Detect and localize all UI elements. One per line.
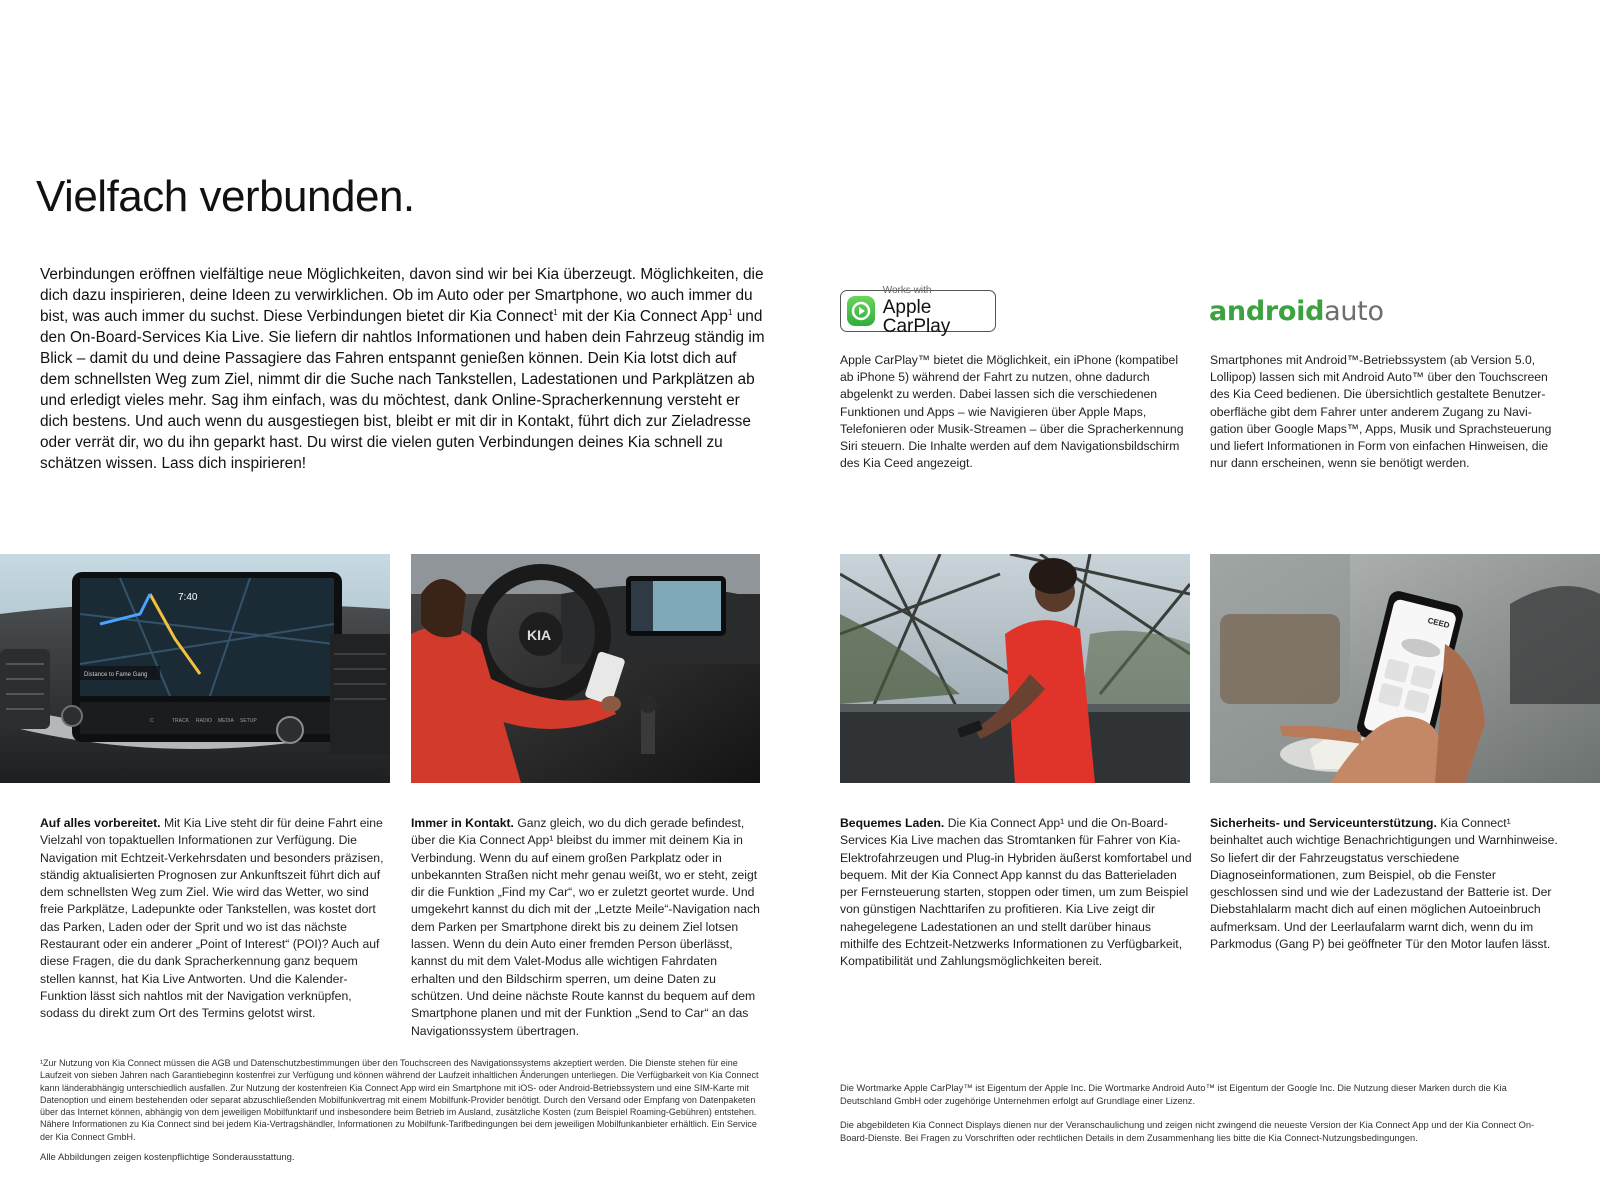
screen-button-2: TRACK (172, 718, 189, 724)
kia-connect-footnote: ¹Zur Nutzung von Kia Connect müssen die AGB und Datenschutzbestimmungen über den Touchscreen des Navigationssystems akzeptiert werden. Die Dienste stehen für eine Laufzeit von sieben Jahren nach Garantiebeginn kostenfrei zur Verfügung und können während der Laufzeit inhaltlichen Änderungen unterliegen. Die Verfügbarkeit von Kia Connect kann länderabhängig unterschiedlich ausfallen. Zur Nutzung der kostenfreien Kia Connect App wird ein Smartphone mit iOS- oder Android-Betriebssystem und eine SIM-Karte mit Datenoption und einem bestehenden oder separat abzuschließenden Mobilfunkvertrag mit einem Mobilfunk-Provider benötigt. Durch den Versand oder Empfang von Datenpaketen über das Internet können, abhängig von dem jeweiligen Mobilfunktarif und insbesondere beim Betrieb im Ausland, zusätzliche Kosten (zum Beispiel Roaming-Gebühren) entstehen. Nähere Informationen zu Kia Connect sind bei jedem Kia-Vertragshändler, Informationen zu Mobilfunk-Tarifbedingungen bei dem jeweiligen Mobilfunkanbieter erhältlich. Ein Service der Kia Connect GmbH. (40, 1058, 759, 1142)
legal-displays: Die abgebildeten Kia Connect Displays dienen nur der Veranschaulichung und zeigen nicht zwingend die neueste Version der Kia Connect App und der Kia Connect On-Board-Dienste. Bei Fragen zu Vorschriften oder rechtlichen Details in dem Zusammenhang lies bitte die Kia Connect-Nutzungsbedingungen. (840, 1120, 1535, 1143)
carplay-works-with: Works with (882, 285, 932, 296)
screen-button-5: SETUP (240, 718, 257, 724)
feature-text-4: Kia Connect¹ beinhaltet auch wichtige Benachrichtigungen und Warnhinweise. So liefert dir der Fahrzeugstatus verschiedene Diagnoseinformationen, zum Beispiel, ob die Fenster geschlossen sind und wie der Ladezustand der Batterie ist. Der Diebstahlalarm macht dich auf einen möglichen Autoeinbruch aufmerksam. Und der Leerlaufalarm warnt dich, wenn du im Parkmodus (Gang P) bei geöffneter Tür den Motor laufen lässt. (1210, 816, 1558, 952)
feature-heading-2: Immer in Kontakt. (411, 816, 514, 830)
legal-notes (840, 1082, 1560, 1144)
feature-heading-1: Auf alles vorbereitet. (40, 816, 161, 830)
carplay-icon (847, 296, 875, 326)
android-auto-logo (1209, 296, 1384, 327)
android-logo-part1: android (1209, 296, 1325, 327)
feature-heading-3: Bequemes Laden. (840, 816, 945, 830)
feature-caption-4 (1210, 815, 1562, 953)
feature-caption-1 (40, 815, 392, 1023)
photo-driver-with-smartphone (411, 554, 760, 783)
carplay-description: Apple CarPlay™ bietet die Möglichkeit, ein iPhone (kompatibel ab iPhone 5) während der Fahrt zu nutzen, ohne dadurch abgelenkt zu werden. Dabei lassen sich die verschiedenen Funktionen und Apps – wie Navigieren über Apple Maps, Telefonieren oder Musik-Streamen – über die Spracherkennung Siri steuern. Die Inhalte werden auf dem Navigationsbildschirm des Kia Ceed angezeigt. (840, 353, 1184, 471)
feature-text-3: Die Kia Connect App¹ und die On-Board-Services Kia Live machen das Stromtanken für Fahrer von Kia-Elektrofahrzeugen und Plug-in Hybriden äußerst komfortabel und bequem. Mit der Kia Connect App kannst du das Batterieladen per Fernsteuerung starten, stoppen oder timen, um zum Beispiel von günstigen Nachttarifen zu profitieren. Kia Live zeigt dir nahegelegene Ladestationen an und stellt darüber hinaus mithilfe des Echtzeit-Netzwerks Informationen zu Verfügbarkeit, Kompatibilität und Zahlungsmöglichkeiten bereit. (840, 816, 1192, 969)
legal-trademark: Die Wortmarke Apple CarPlay™ ist Eigentum der Apple Inc. Die Wortmarke Android Auto™ ist Eigentum der Google Inc. Die Nutzung dieser Marken durch die Kia Deutschland GmbH oder zugehörige Unternehmen erfolgt auf Grundlage einer Lizenz. (840, 1083, 1507, 1106)
intro-text-2: mit der Kia Connect App (557, 308, 728, 325)
screen-clock: 7:40 (178, 592, 198, 603)
screen-destination: Distance to Fame Gang (84, 672, 148, 678)
images-note: Alle Abbildungen zeigen kostenpflichtige Sonderausstattung. (40, 1152, 295, 1163)
photo-kia-connect-app (1210, 554, 1600, 783)
carplay-name: Apple CarPlay (882, 297, 951, 337)
photo-woman-with-smartphone (840, 554, 1190, 783)
screen-button-1: C (150, 718, 154, 724)
svg-text:KIA: KIA (527, 627, 552, 643)
feature-text-1: Mit Kia Live steht dir für deine Fahrt eine Vielzahl von topaktuellen Informationen zur Verfügung. Die Navigation mit Echtzeit-Verkehrsdaten und besonders präzisen, ständig aktualisierten Prognosen zur Ankunftszeit führt dich auf dem schnellsten Weg zum Ziel. Wie wird das Wetter, wo sind freie Parkplätze, Ladepunkte oder Tankstellen, was kostet dort das Parken, Laden oder der Sprit und wo ist das nächste Restaurant oder ein anderer „Point of Interest“ (POI)? Auch auf diese Fragen, die du dank Spracherkennung ganz bequem stellen kannst, hat Kia Live Antworten. Und die Kalender-Funktion lässt sich nahtlos mit der Navigation verknüpfen, sodass du direkt zum Ort des Termins gelotst wirst. (40, 816, 384, 1021)
intro-text-3: und den On-Board-Services Kia Live. Sie liefern dir nahtlos Informationen und haben dein Fahrzeug ständig im Blick – damit du und deine Passagiere das Fahren entspannt genießen können. Dein Kia lotst dich auf dem schnellsten Weg zum Ziel, nimmt dir die Suche nach Tankstellen, Ladestationen und Parkplätzen ab und erledigt vieles mehr. Sag ihm einfach, was du möchtest, dank Online-Spracherkennung versteht er dich bestens. Und auch wenn du ausgestiegen bist, bleibt er mit dir in Kontakt, führt dich zur Zieladresse oder verrät dir, wo du ihn geparkt hast. Du wirst die vielen guten Verbindungen deines Kia schnell zu schätzen wissen. Lass dich inspirieren! (40, 308, 765, 472)
screen-button-3: RADIO (196, 718, 212, 724)
android-logo-part2: auto (1324, 296, 1384, 327)
page-title: Vielfach verbunden. (36, 172, 415, 221)
app-brand-text: CEED (1426, 615, 1451, 631)
screen-button-4: MEDIA (218, 718, 234, 724)
photo-navigation-display (0, 554, 390, 783)
apple-carplay-logo (840, 285, 996, 337)
intro-paragraph (40, 264, 766, 474)
feature-text-2: Ganz gleich, wo du dich gerade befindest, über die Kia Connect App¹ bleibst du immer mit deinem Kia in Verbindung. Wenn du auf einem großen Parkplatz oder in unbekannten Straßen nicht mehr genau weißt, wo er steht, zeigt dir die Funktion „Find my Car“, wo er zuletzt geortet wurde. Und umgekehrt kannst du dich mit der „Letzte Meile“-Navigation nach dem Parken per Smartphone direkt bis zu deinem Ziel lotsen lassen. Wenn du dein Auto einer fremden Person überlässt, kannst du mit dem Valet-Modus alle wichtigen Fahrdaten erhalten und den Bildschirm sperren, um deine Daten zu schützen. Und deine nächste Route kannst du bequem auf dem Smartphone planen und mit der Funktion „Send to Car“ an das Navigationssystem übertragen. (411, 816, 760, 1038)
feature-caption-2 (411, 815, 763, 1040)
feature-caption-3 (840, 815, 1192, 971)
intro-text-1: Verbindungen eröffnen vielfältige neue Möglichkeiten, davon sind wir bei Kia überzeugt. Möglichkeiten, die dich dazu inspirieren, deine Ideen zu verwirklichen. Ob im Auto oder per Smartphone, wo auch immer du bist, was auch immer du suchst. Diese Verbindungen bietet dir Kia Connect (40, 266, 764, 325)
feature-heading-4: Sicherheits- und Serviceunterstützung. (1210, 816, 1437, 830)
android-auto-description: Smartphones mit Android™-Betriebssystem (ab Version 5.0, Lollipop) lassen sich mit Android Auto™ über den Touchscreen des Kia Ceed bedienen. Die übersichtlich gestaltete Benutzeroberfläche gibt dem Fahrer unter anderem Zugang zu Navigation über Google Maps™, Apps, Musik und Sprachsteuerung und liefert Informationen in Form von einfachen Hinweisen, die nur dann erscheinen, wenn sie benötigt werden. (1210, 353, 1552, 471)
intro-footnote-mark-1: 1 (553, 307, 558, 317)
intro-footnote-mark-2: 1 (728, 307, 733, 317)
